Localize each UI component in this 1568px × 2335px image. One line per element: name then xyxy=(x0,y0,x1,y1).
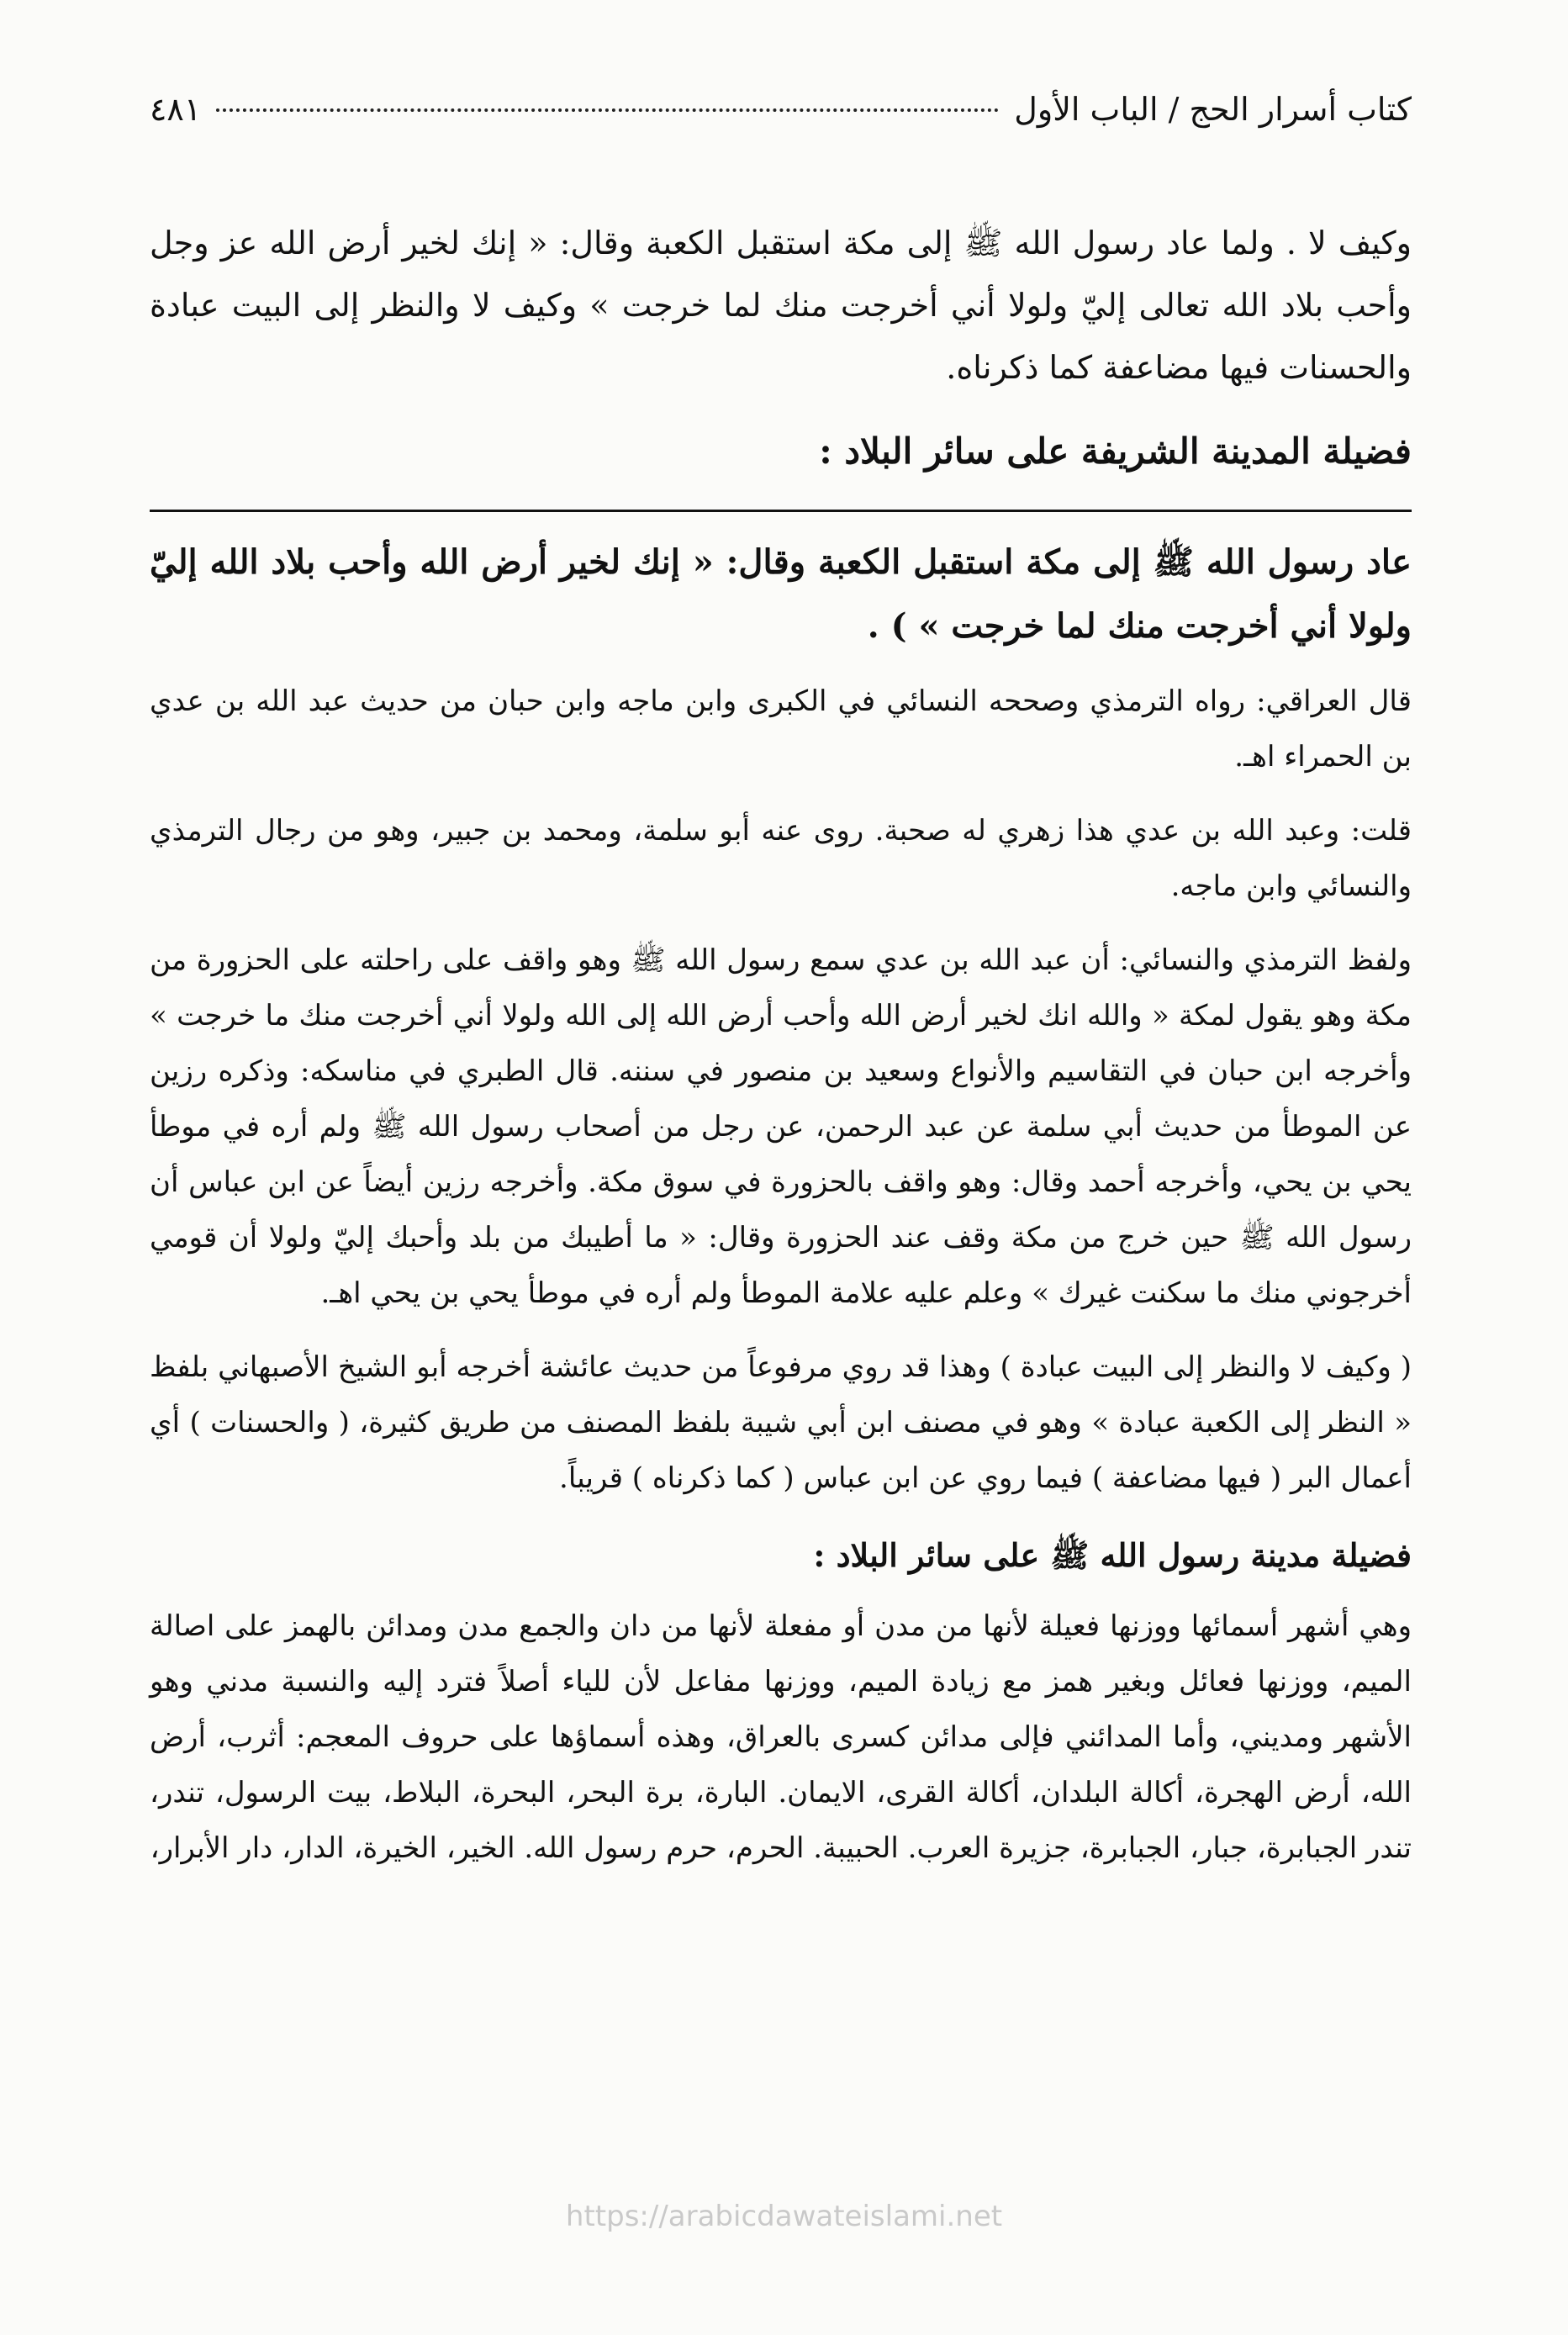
dotted-leader xyxy=(216,105,999,112)
commentary-note-2: قلت: وعبد الله بن عدي هذا زهري له صحبة. روى عنه أبو سلمة، ومحمد بن جبير، وهو من رجال الترمذي والنسائي وابن ماجه. xyxy=(150,814,1412,903)
page-body xyxy=(150,212,1412,1876)
hadith-quote: عاد رسول الله ﷺ إلى مكة استقبل الكعبة وقال: « إنك لخير أرض الله وأحب بلاد الله إليّ ولولا أني أخرجت منك لما خرجت » ) . xyxy=(150,542,1412,646)
divider-rule xyxy=(150,510,1412,512)
sub-section-heading: فضيلة مدينة رسول الله ﷺ على سائر البلاد : xyxy=(813,1536,1412,1574)
final-paragraph: وهي أشهر أسمائها ووزنها فعيلة لأنها من مدن أو مفعلة لأنها من دان والجمع مدن ومدائن بالهمز على اصالة الميم، ووزنها فعائل وبغير همز مع زيادة الميم، ووزنها مفاعل لأن للياء أصلاً فترد إليه والنسبة مدني وهو الأشهر ومديني، وأما المدائني فإلى مدائن كسرى بالعراق، وهذه أسماؤها على حروف المعجم: أثرب، أرض الله، أرض الهجرة، أكالة البلدان، أكالة القرى، الايمان. البارة، برة البحر، البحرة، البلاط، بيت الرسول، تندر، تندر الجبابرة، جبار، الجبابرة، جزيرة العرب. الحبيبة. الحرم، حرم رسول الله. الخير، الخيرة، الدار، دار الأبرار، xyxy=(150,1609,1412,1865)
running-title: كتاب أسرار الحج / الباب الأول xyxy=(1014,91,1412,128)
watermark-url: https://arabicdawateislami.net xyxy=(565,2200,1003,2233)
section-heading: فضيلة المدينة الشريفة على سائر البلاد : xyxy=(819,431,1412,472)
page-number: ٤٨١ xyxy=(150,91,202,128)
intro-paragraph: وكيف لا . ولما عاد رسول الله ﷺ إلى مكة استقبل الكعبة وقال: « إنك لخير أرض الله عز وجل وأحب بلاد الله تعالى إليّ ولولا أني أخرجت منك لما خرجت » وكيف لا والنظر إلى البيت عبادة والحسنات فيها مضاعفة كما ذكرناه. xyxy=(150,225,1412,386)
commentary-note-1: قال العراقي: رواه الترمذي وصححه النسائي في الكبرى وابن ماجه وابن حبان من حديث عبد الله بن عدي بن الحمراء اهـ. xyxy=(150,684,1412,774)
page-header xyxy=(150,91,1412,128)
commentary-note-3: ولفظ الترمذي والنسائي: أن عبد الله بن عدي سمع رسول الله ﷺ وهو واقف على راحلته على الحزورة من مكة وهو يقول لمكة « والله انك لخير أرض الله وأحب أرض الله إلى الله ولولا أني أخرجت منك ما خرجت » وأخرجه ابن حبان في التقاسيم والأنواع وسعيد بن منصور في سننه. قال الطبري في مناسكه: وذكره رزين عن الموطأ من حديث أبي سلمة عن عبد الرحمن، عن رجل من أصحاب رسول الله ﷺ ولم أره في موطأ يحي بن يحي، وأخرجه أحمد وقال: وهو واقف بالحزورة في سوق مكة. وأخرجه رزين أيضاً عن ابن عباس أن رسول الله ﷺ حين خرج من مكة وقف عند الحزورة وقال: « ما أطيبك من بلد وأحبك إليّ ولولا أن قومي أخرجوني منك ما سكنت غيرك » وعلم عليه علامة الموطأ ولم أره في موطأ يحي بن يحي اهـ. xyxy=(150,943,1412,1310)
commentary-note-4: ( وكيف لا والنظر إلى البيت عبادة ) وهذا قد روي مرفوعاً من حديث عائشة أخرجه أبو الشيخ الأصبهاني بلفظ « النظر إلى الكعبة عبادة » وهو في مصنف ابن أبي شيبة بلفظ المصنف من طريق كثيرة، ( والحسنات ) أي أعمال البر ( فيها مضاعفة ) فيما روي عن ابن عباس ( كما ذكرناه ) قريباً. xyxy=(150,1350,1412,1495)
